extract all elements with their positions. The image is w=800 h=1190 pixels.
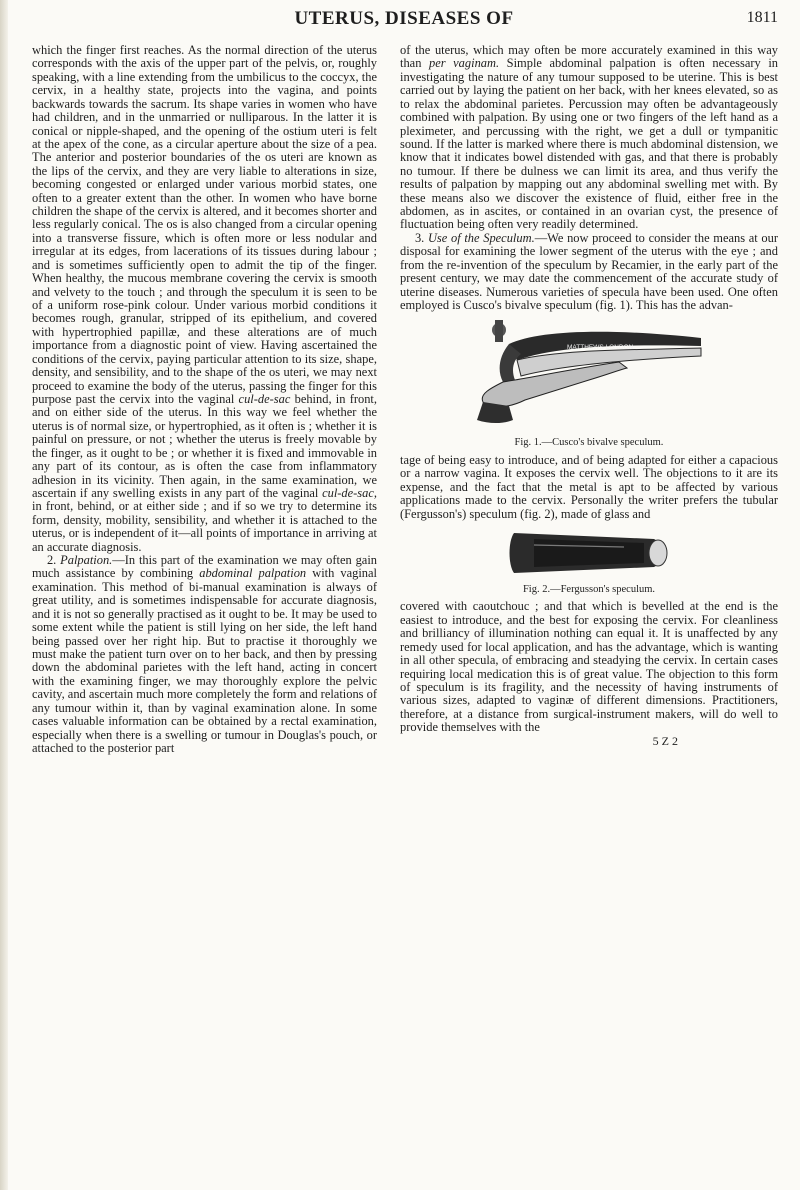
figure-fergusson-speculum <box>400 525 778 596</box>
figure-cusco-speculum <box>400 316 778 449</box>
paragraph-speculum: 3. Use of the Speculum.—We now proceed to consider the means at our disposal for examining the lower segment of the uterus with the eye ; and from the re-invention of the speculum by Recamier, in the early part of the present century, we may date the commencement of the accurate study of uterine diseases. Numerous varieties of specula have been used. One often employed is Cusco's bivalve speculum (fig. 1). This has the advan- <box>400 230 778 313</box>
paragraph-abdominal-palpation: of the uterus, which may often be more accurately examined in this way than per vaginam. Simple abdominal palpation is often necessary in investigating the nature of any tumour supposed to be uterine. This is best carried out by laying the patient on her back, with her knees elevated, so as to relax the abdominal parietes. Percussion may often be advantageously combined with palpation. By using one or two fingers of the left hand as a pleximeter, and percussing with the right, we get a dull or tympanitic sound. If the latter is marked where there is much abdominal distension, we know that it indicates bowel distended with gas, and that there is probably no tumour. If there be dulness we can limit its area, and thus verify the results of palpation by mapping out any abdominal swelling met with. By these means also we discover the existence of fluid, either free in the abdomen, as in ascites, or contained in an ovarian cyst, the presence of fluctuation being often very readily determined. <box>400 43 778 232</box>
right-column <box>400 44 778 748</box>
page-title: UTERUS, DISEASES OF <box>294 8 514 29</box>
section-heading-speculum: Use of the Speculum. <box>427 230 535 245</box>
paragraph-palpation: 2. Palpation.—In this part of the examination we may often gain much assistance by combining abdominal palpation with vaginal examination. This method of bi-manual examination is always of great utility, and is sometimes indispensable for accurate diagnosis, and it is not so generally practised as it ought to be. It may be used to some extent while the patient is still lying on her side, the left hand being passed over her right hip. But to practise it thoroughly we must make the patient turn over on to her back, and then by pressing down the abdominal parietes with the left hand, acting in concert with the examining finger, we may thoroughly explore the pelvic cavity, and ascertain much more completely the form and relations of any tumour within it, than by vaginal examination alone. In some cases valuable information can be obtained by a rectal examination, especially when there is a swelling or tumour in Douglas's pouch, or attached to the posterior part <box>32 553 377 755</box>
paragraph-fergusson: covered with caoutchouc ; and that which is bevelled at the end is the easiest to introduce, and the best for exposing the cervix. For cleanliness and brilliancy of illumination nothing can equal it. It is unaffected by any remedy used for local application, and has the advantage, which is wanting in all other specula, of embracing and steadying the cervix. In certain cases requiring local medication this is of great value. The objection to this form of speculum is its fragility, and the necessity of having instruments of various sizes, adapted to vaginæ of different dimensions. Practitioners, therefore, at a distance from surgical-instrument makers, will do well to provide themselves with the <box>400 599 778 735</box>
left-column <box>32 44 377 755</box>
figure-2-caption: Fig. 2.—Fergusson's speculum. <box>522 583 656 595</box>
engraving-label: MATTHEWS LONDON <box>567 344 634 352</box>
figure-1-caption: Fig. 1.—Cusco's bivalve speculum. <box>514 437 664 449</box>
paragraph-cervix: which the finger first reaches. As the normal direction of the uterus corresponds with the axis of the upper part of the pelvis, or, roughly speaking, with a line extending from the umbilicus to the coccyx, the cervix, in a healthy state, projects into the vagina, and points backwards towards the sacrum. Its shape varies in women who have had children, and in the unmarried or nulliparous. In the latter it is conical or nipple-shaped, and the opening of the ostium uteri is felt at the apex of the cone, as a circular aperture about the size of a pea. The anterior and posterior boundaries of the os uteri are known as the lips of the cervix, and they are very liable to alterations in size, becoming congested or enlarged under various morbid states, one often to a greater extent than the other. In women who have borne children the shape of the cervix is altered, and it becomes shorter and less regularly conical. The os is also changed from a circular opening into a transverse fissure, which is often more or less nodular and irregular at its edges, from lacerations of its tissues during labour ; and is sometimes sufficiently open to admit the tip of the finger. When healthy, the mucous membrane covering the cervix is smooth and velvety to the touch ; and through the speculum it is seen to be of a uniform rose-pink colour. Under various morbid conditions it becomes rough, granular, stripped of its epithelium, and covered with hypertrophied papillæ, and these alterations are of much importance from a diagnostic point of view. Having ascertained the conditions of the cervix, paying particular attention to its size, shape, density, and sensibility, and to the shape of the os uteri, we may next proceed to examine the body of the uterus, passing the finger for this purpose past the cervix into the vaginal cul-de-sac behind, in front, and on either side of the uterus. In this way we feel whether the uterus is of normal size, or hypertrophied, as it often is ; whether it is painful on pressure, or not ; whether the uterus is freely movable by the finger, as it ought to be ; or whether it is fixed and immovable in any part of its contour, as is often the case from inflammatory adhesion in its vicinity. Then again, in the same examination, we ascertain if any swelling exists in any part of the vaginal cul-de-sac, in front, behind, or at either side ; and if so we try to determine its form, density, mobility, sensibility, and whether it is attached to the uterus, or is independent of it—all points of importance in arriving at an accurate diagnosis. <box>32 43 378 554</box>
paragraph-cusco: tage of being easy to introduce, and of being adapted for either a capacious or a narrow vagina. It exposes the cervix well. The objections to it are its expense, and the fact that the metal is apt to be affected by various applications made to the cervix. Personally the writer prefers the tubular (Fergusson's) speculum (fig. 2), made of glass and <box>400 452 778 521</box>
cusco-speculum-illustration <box>469 316 709 434</box>
section-heading-palpation: Palpation. <box>60 553 113 568</box>
page-spine-shadow <box>0 0 8 1190</box>
printer-signature: 5 Z 2 <box>652 733 678 748</box>
page-number: 1811 <box>746 9 778 26</box>
running-header <box>30 8 778 34</box>
fergusson-speculum-illustration <box>504 525 674 581</box>
